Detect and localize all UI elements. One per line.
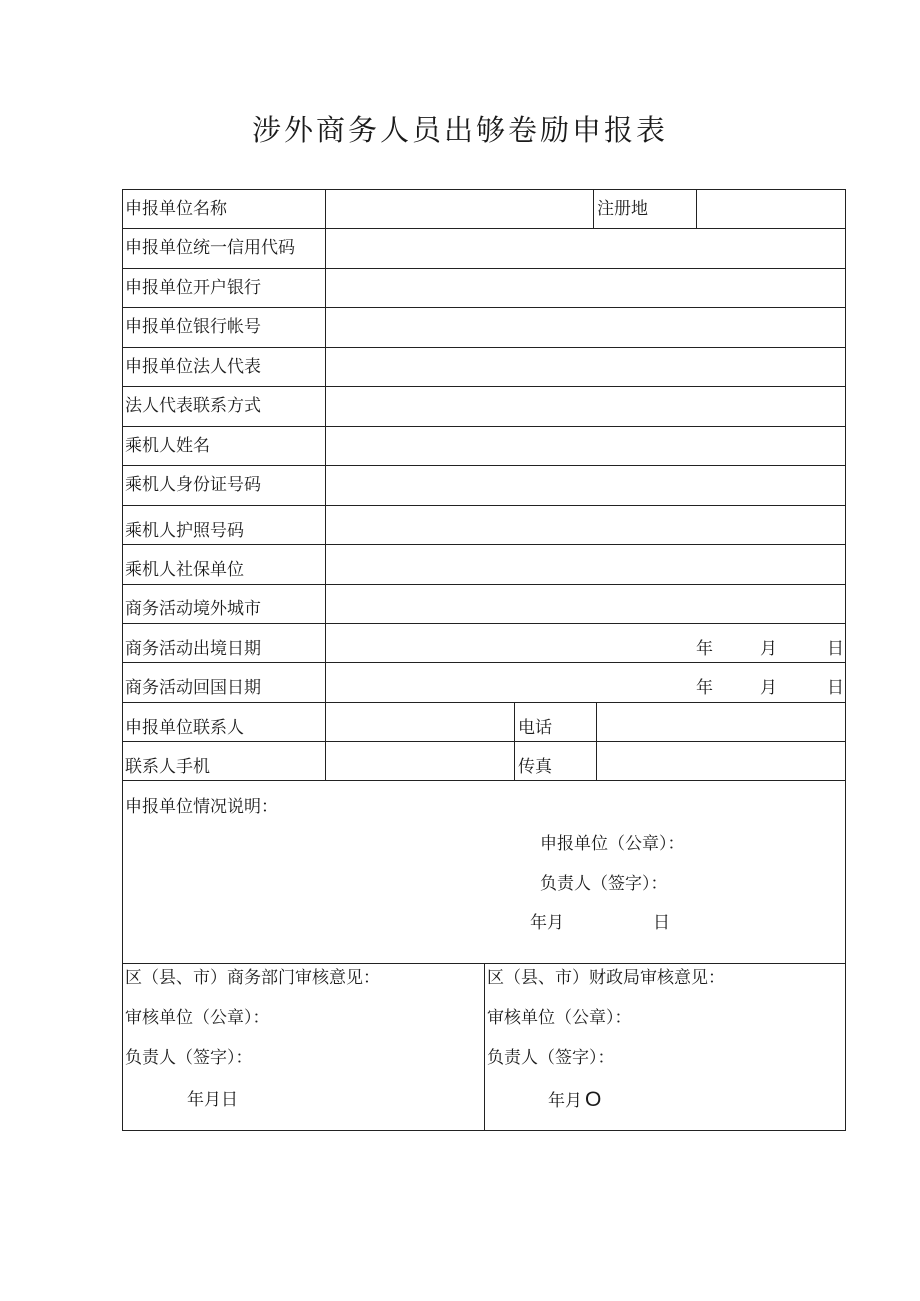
out-date-year: 年: [696, 639, 713, 659]
label-legal-rep: 申报单位法人代表: [125, 357, 261, 377]
label-return-date: 商务活动回国日期: [125, 678, 261, 698]
situation-seal: 申报单位（公章）：: [540, 834, 685, 854]
legal-contact-input[interactable]: [327, 387, 844, 425]
review-right-date-mark: O: [585, 1088, 602, 1111]
label-credit-code: 申报单位统一信用代码: [125, 238, 295, 258]
label-column-divider: [325, 189, 326, 780]
label-social-unit: 乘机人社保单位: [125, 560, 244, 580]
label-unit-name: 申报单位名称: [125, 199, 227, 219]
review-left-seal: 审核单位（公章）：: [125, 1008, 270, 1028]
out-date-month: 月: [760, 639, 777, 659]
label-phone: 电话: [518, 718, 552, 738]
reg-place-input[interactable]: [698, 190, 844, 227]
situation-label: 申报单位情况说明：: [125, 797, 278, 817]
label-mobile: 联系人手机: [125, 757, 210, 777]
situation-date-d: 日: [653, 913, 670, 933]
column-divider: [514, 702, 515, 780]
unit-name-input[interactable]: [327, 190, 592, 227]
fax-input[interactable]: [598, 742, 844, 779]
label-account: 申报单位银行帐号: [125, 317, 261, 337]
situation-date-ym: 年月: [530, 913, 564, 933]
bank-input[interactable]: [327, 269, 844, 306]
mobile-input[interactable]: [327, 742, 513, 779]
legal-rep-input[interactable]: [327, 348, 844, 385]
label-fax: 传真: [518, 757, 552, 777]
passenger-id-input[interactable]: [327, 466, 844, 504]
situation-input[interactable]: [124, 822, 524, 960]
column-divider: [596, 702, 597, 780]
review-right-date: [548, 1090, 601, 1111]
label-passenger-id: 乘机人身份证号码: [125, 475, 261, 495]
row-divider: [122, 780, 846, 781]
label-passport: 乘机人护照号码: [125, 521, 244, 541]
return-date-year: 年: [696, 678, 713, 698]
review-right-sign: 负责人（签字）：: [487, 1048, 615, 1068]
credit-code-input[interactable]: [327, 229, 844, 267]
review-right-date-text: 年月: [548, 1091, 582, 1111]
city-input[interactable]: [327, 585, 844, 622]
account-input[interactable]: [327, 308, 844, 346]
contact-person-input[interactable]: [327, 703, 513, 740]
review-left-date: 年月日: [187, 1090, 238, 1110]
review-left-title: 区（县、市）商务部门审核意见：: [125, 968, 380, 988]
label-out-date: 商务活动出境日期: [125, 639, 261, 659]
passport-input[interactable]: [327, 506, 844, 543]
label-bank: 申报单位开户银行: [125, 278, 261, 298]
review-right-seal: 审核单位（公章）：: [487, 1008, 632, 1028]
phone-input[interactable]: [598, 703, 844, 740]
situation-sign: 负责人（签字）：: [540, 874, 668, 894]
review-left-sign: 负责人（签字）：: [125, 1048, 253, 1068]
label-city: 商务活动境外城市: [125, 599, 261, 619]
out-date-day: 日: [827, 639, 844, 659]
column-divider: [696, 189, 697, 228]
label-reg-place: 注册地: [597, 199, 648, 219]
review-divider: [484, 963, 485, 1131]
label-legal-contact: 法人代表联系方式: [125, 396, 261, 416]
passenger-name-input[interactable]: [327, 427, 844, 464]
label-contact-person: 申报单位联系人: [125, 718, 244, 738]
social-unit-input[interactable]: [327, 545, 844, 583]
return-date-day: 日: [827, 678, 844, 698]
return-date-month: 月: [760, 678, 777, 698]
label-passenger-name: 乘机人姓名: [125, 436, 210, 456]
column-divider: [593, 189, 594, 228]
form-title: 涉外商务人员出够卷励申报表: [251, 113, 668, 147]
review-right-title: 区（县、市）财政局审核意见：: [487, 968, 725, 988]
